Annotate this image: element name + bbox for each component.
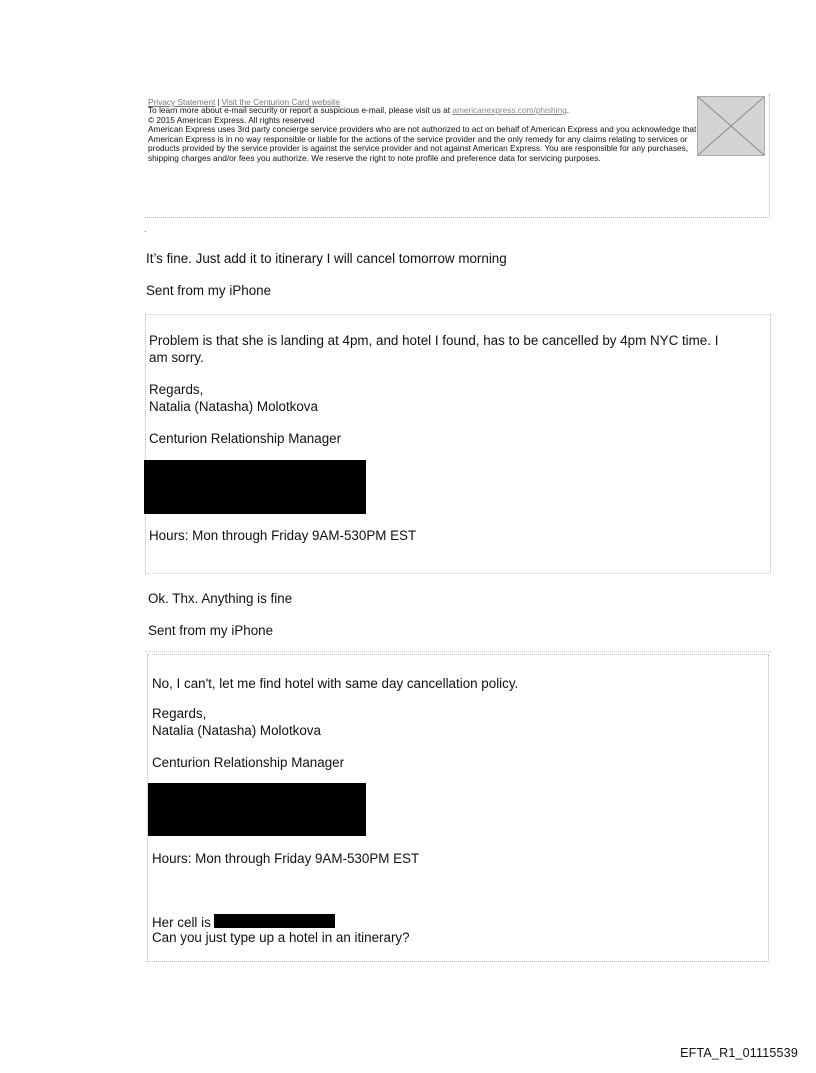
redaction-block (214, 914, 335, 928)
centurion-website-link[interactable]: Visit the Centurion Card website (221, 97, 340, 107)
message-text: It’s fine. Just add it to itinerary I will cancel tomorrow morning (146, 251, 507, 266)
divider (145, 651, 771, 652)
link-separator: | (217, 97, 220, 107)
sender-name: Natalia (Natasha) Molotkova (149, 399, 318, 414)
footer-legal-text (148, 106, 698, 164)
office-hours: Hours: Mon through Friday 9AM-530PM EST (152, 851, 420, 866)
cell-label: Her cell is (152, 915, 211, 930)
copyright-line: © 2015 American Express. All rights reserved (148, 114, 315, 125)
regards-line: Regards, (152, 706, 207, 721)
sender-name: Natalia (Natasha) Molotkova (152, 723, 321, 738)
redaction-block (148, 783, 366, 836)
phishing-link[interactable]: americanexpress.com/phishing (452, 105, 567, 115)
quoted-text-line: am sorry. (149, 350, 204, 365)
message-signature: Sent from my iPhone (148, 623, 274, 638)
stray-mark: . (144, 224, 147, 234)
sender-title: Centurion Relationship Manager (152, 755, 345, 770)
redaction-block (144, 460, 366, 514)
message-signature: Sent from my iPhone (146, 283, 272, 298)
disclaimer-text: American Express uses 3rd party concierge service providers who are not authorized to act on behalf of American Express and you acknowledge that American Express is in no way responsible or liable for the actions of the service provider and the only remedy for any claims relating to services or products provided by the service provider is against the service provider and not against American Express. You are responsible for any purchases, shipping charges and/or fees you authorize. We reserve the right to note profile and preference data for servicing purposes. (148, 124, 697, 163)
sender-title: Centurion Relationship Manager (149, 431, 342, 446)
quoted-text-line: Problem is that she is landing at 4pm, and hotel I found, has to be cancelled by 4pm NYC time. I (149, 333, 719, 348)
regards-line: Regards, (149, 382, 204, 397)
privacy-statement-link[interactable]: Privacy Statement (148, 97, 216, 107)
message-text: Ok. Thx. Anything is fine (148, 591, 293, 606)
quoted-text-line: Can you just type up a hotel in an itinerary? (152, 930, 410, 945)
quoted-text-line: No, I can't, let me find hotel with same day cancellation policy. (152, 676, 519, 691)
bates-number: EFTA_R1_01115539 (680, 1046, 798, 1060)
broken-image-icon (697, 96, 765, 156)
security-notice: To learn more about e-mail security or report a suspicious e-mail, please visit us at americanexpress.com/phishing. (148, 105, 570, 115)
office-hours: Hours: Mon through Friday 9AM-530PM EST (149, 528, 417, 543)
